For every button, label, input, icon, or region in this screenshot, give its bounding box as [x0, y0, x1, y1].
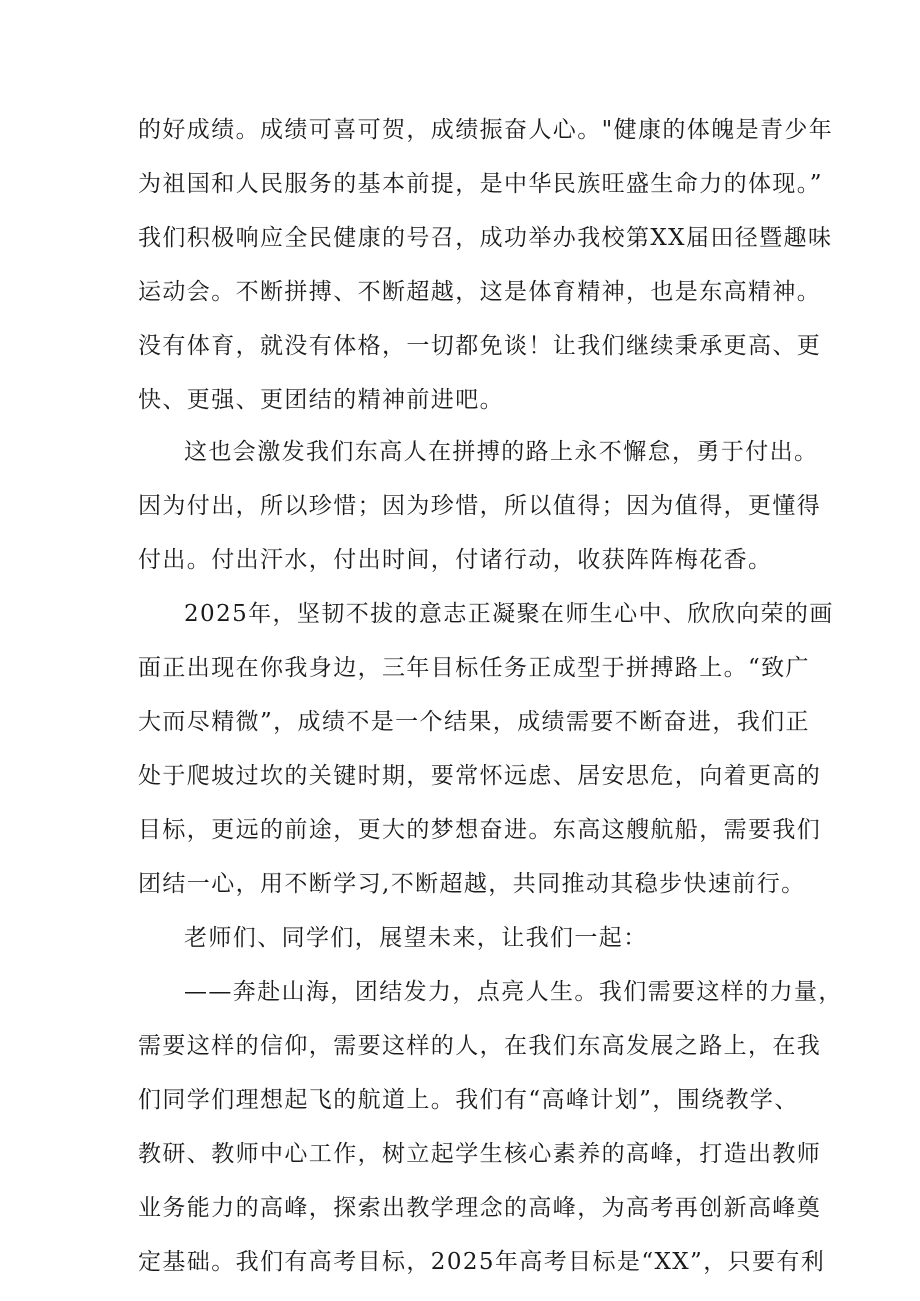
text-line: 大而尽精微”，成绩不是一个结果，成绩需要不断奋进，我们正 — [138, 709, 810, 735]
text-line: 的好成绩。成绩可喜可贺，成绩振奋人心。"健康的体魄是青少年 — [138, 117, 834, 143]
text-line: 因为付出，所以珍惜；因为珍惜，所以值得；因为值得，更懂得 — [138, 493, 822, 519]
text-line: 付出。付出汗水，付出时间，付诸行动，收获阵阵梅花香。 — [138, 547, 773, 573]
text-line: 这也会激发我们东高人在拼搏的路上永不懈怠，勇于付出。 — [184, 439, 819, 465]
text-line: 目标，更远的前途，更大的梦想奋进。东高这艘航船，需要我们 — [138, 817, 822, 843]
text-line: 老师们、同学们，展望未来，让我们一起： — [184, 925, 648, 951]
text-line: 业务能力的高峰，探索出教学理念的高峰，为高考再创新高峰奠 — [138, 1195, 822, 1221]
text-line: 团结一心，用不断学习,不断超越，共同推动其稳步快速前行。 — [138, 871, 806, 897]
text-line: 们同学们理想起飞的航道上。我们有“高峰计划”，围绕教学、 — [138, 1087, 799, 1113]
text-line: 运动会。不断拼搏、不断超越，这是体育精神，也是东高精神。 — [138, 279, 822, 305]
text-line: 为祖国和人民服务的基本前提，是中华民族旺盛生命力的体现。” — [138, 171, 823, 197]
text-line: 定基础。我们有高考目标，2025年高考目标是“XX”，只要有利 — [138, 1249, 826, 1275]
text-line: 面正出现在你我身边，三年目标任务正成型于拼搏路上。“致广 — [138, 655, 810, 681]
text-line: 没有体育，就没有体格，一切都免谈！让我们继续秉承更高、更 — [138, 333, 822, 359]
text-line: 处于爬坡过坎的关键时期，要常怀远虑、居安思危，向着更高的 — [138, 763, 822, 789]
text-line: 教研、教师中心工作，树立起学生核心素养的高峰，打造出教师 — [138, 1141, 822, 1167]
text-line: 我们积极响应全民健康的号召，成功举办我校第XX届田径暨趣味 — [138, 225, 833, 251]
text-line: 需要这样的信仰，需要这样的人，在我们东高发展之路上，在我 — [138, 1033, 822, 1059]
text-line: 2025年，坚韧不拔的意志正凝聚在师生心中、欣欣向荣的画 — [184, 601, 834, 627]
text-line: ——奔赴山海，团结发力，点亮人生。我们需要这样的力量， — [184, 979, 843, 1005]
text-line: 快、更强、更团结的精神前进吧。 — [138, 387, 504, 413]
